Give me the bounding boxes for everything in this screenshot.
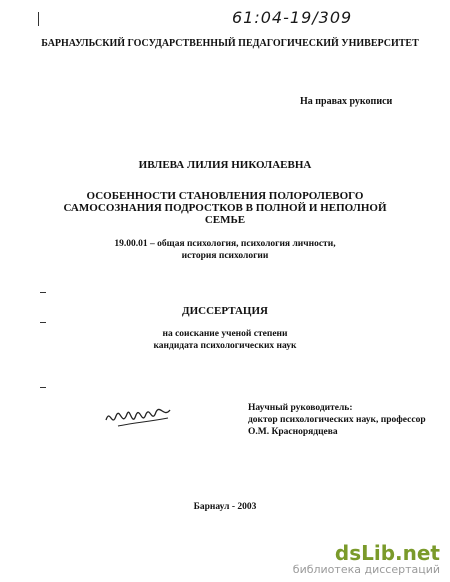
document-type: ДИССЕРТАЦИЯ bbox=[182, 305, 268, 317]
supervisor-name: О.М. Краснорядцева bbox=[248, 427, 338, 437]
rights-note: На правах рукописи bbox=[300, 96, 393, 107]
degree bbox=[0, 328, 450, 352]
handwritten-signature bbox=[102, 398, 182, 438]
watermark-logo: dsLib.net bbox=[334, 541, 440, 565]
city-year: Барнаул - 2003 bbox=[193, 502, 257, 512]
university-name: БАРНАУЛЬСКИЙ ГОСУДАРСТВЕННЫЙ ПЕДАГОГИЧЕСКИЙ УНИВЕРСИТЕТ bbox=[41, 38, 419, 49]
degree-line: на соискание ученой степени bbox=[162, 329, 288, 339]
archive-number: 61:04-19/309 bbox=[232, 8, 353, 27]
author-name: ИВЛЕВА ЛИЛИЯ НИКОЛАЕВНА bbox=[138, 159, 312, 171]
supervisor-label: Научный руководитель: bbox=[248, 403, 353, 413]
specialty-line: история психологии bbox=[181, 251, 269, 261]
title-line: САМОСОЗНАНИЯ ПОДРОСТКОВ В ПОЛНОЙ И НЕПОЛНОЙ bbox=[63, 202, 387, 214]
title-line: ОСОБЕННОСТИ СТАНОВЛЕНИЯ ПОЛОРОЛЕВОГО bbox=[86, 190, 364, 202]
supervisor bbox=[248, 402, 426, 438]
watermark-tagline: библиотека диссертаций bbox=[292, 563, 440, 576]
specialty-line: 19.00.01 – общая психология, психология личности, bbox=[114, 239, 336, 249]
degree-line: кандидата психологических наук bbox=[153, 341, 297, 351]
dissertation-title bbox=[0, 190, 450, 226]
supervisor-degree: доктор психологических наук, профессор bbox=[248, 415, 426, 425]
corner-mark bbox=[38, 12, 45, 26]
specialty bbox=[0, 238, 450, 262]
margin-mark bbox=[40, 322, 46, 323]
margin-mark bbox=[40, 387, 46, 388]
title-line: СЕМЬЕ bbox=[204, 214, 246, 226]
margin-mark bbox=[40, 292, 46, 293]
watermark bbox=[293, 541, 440, 576]
